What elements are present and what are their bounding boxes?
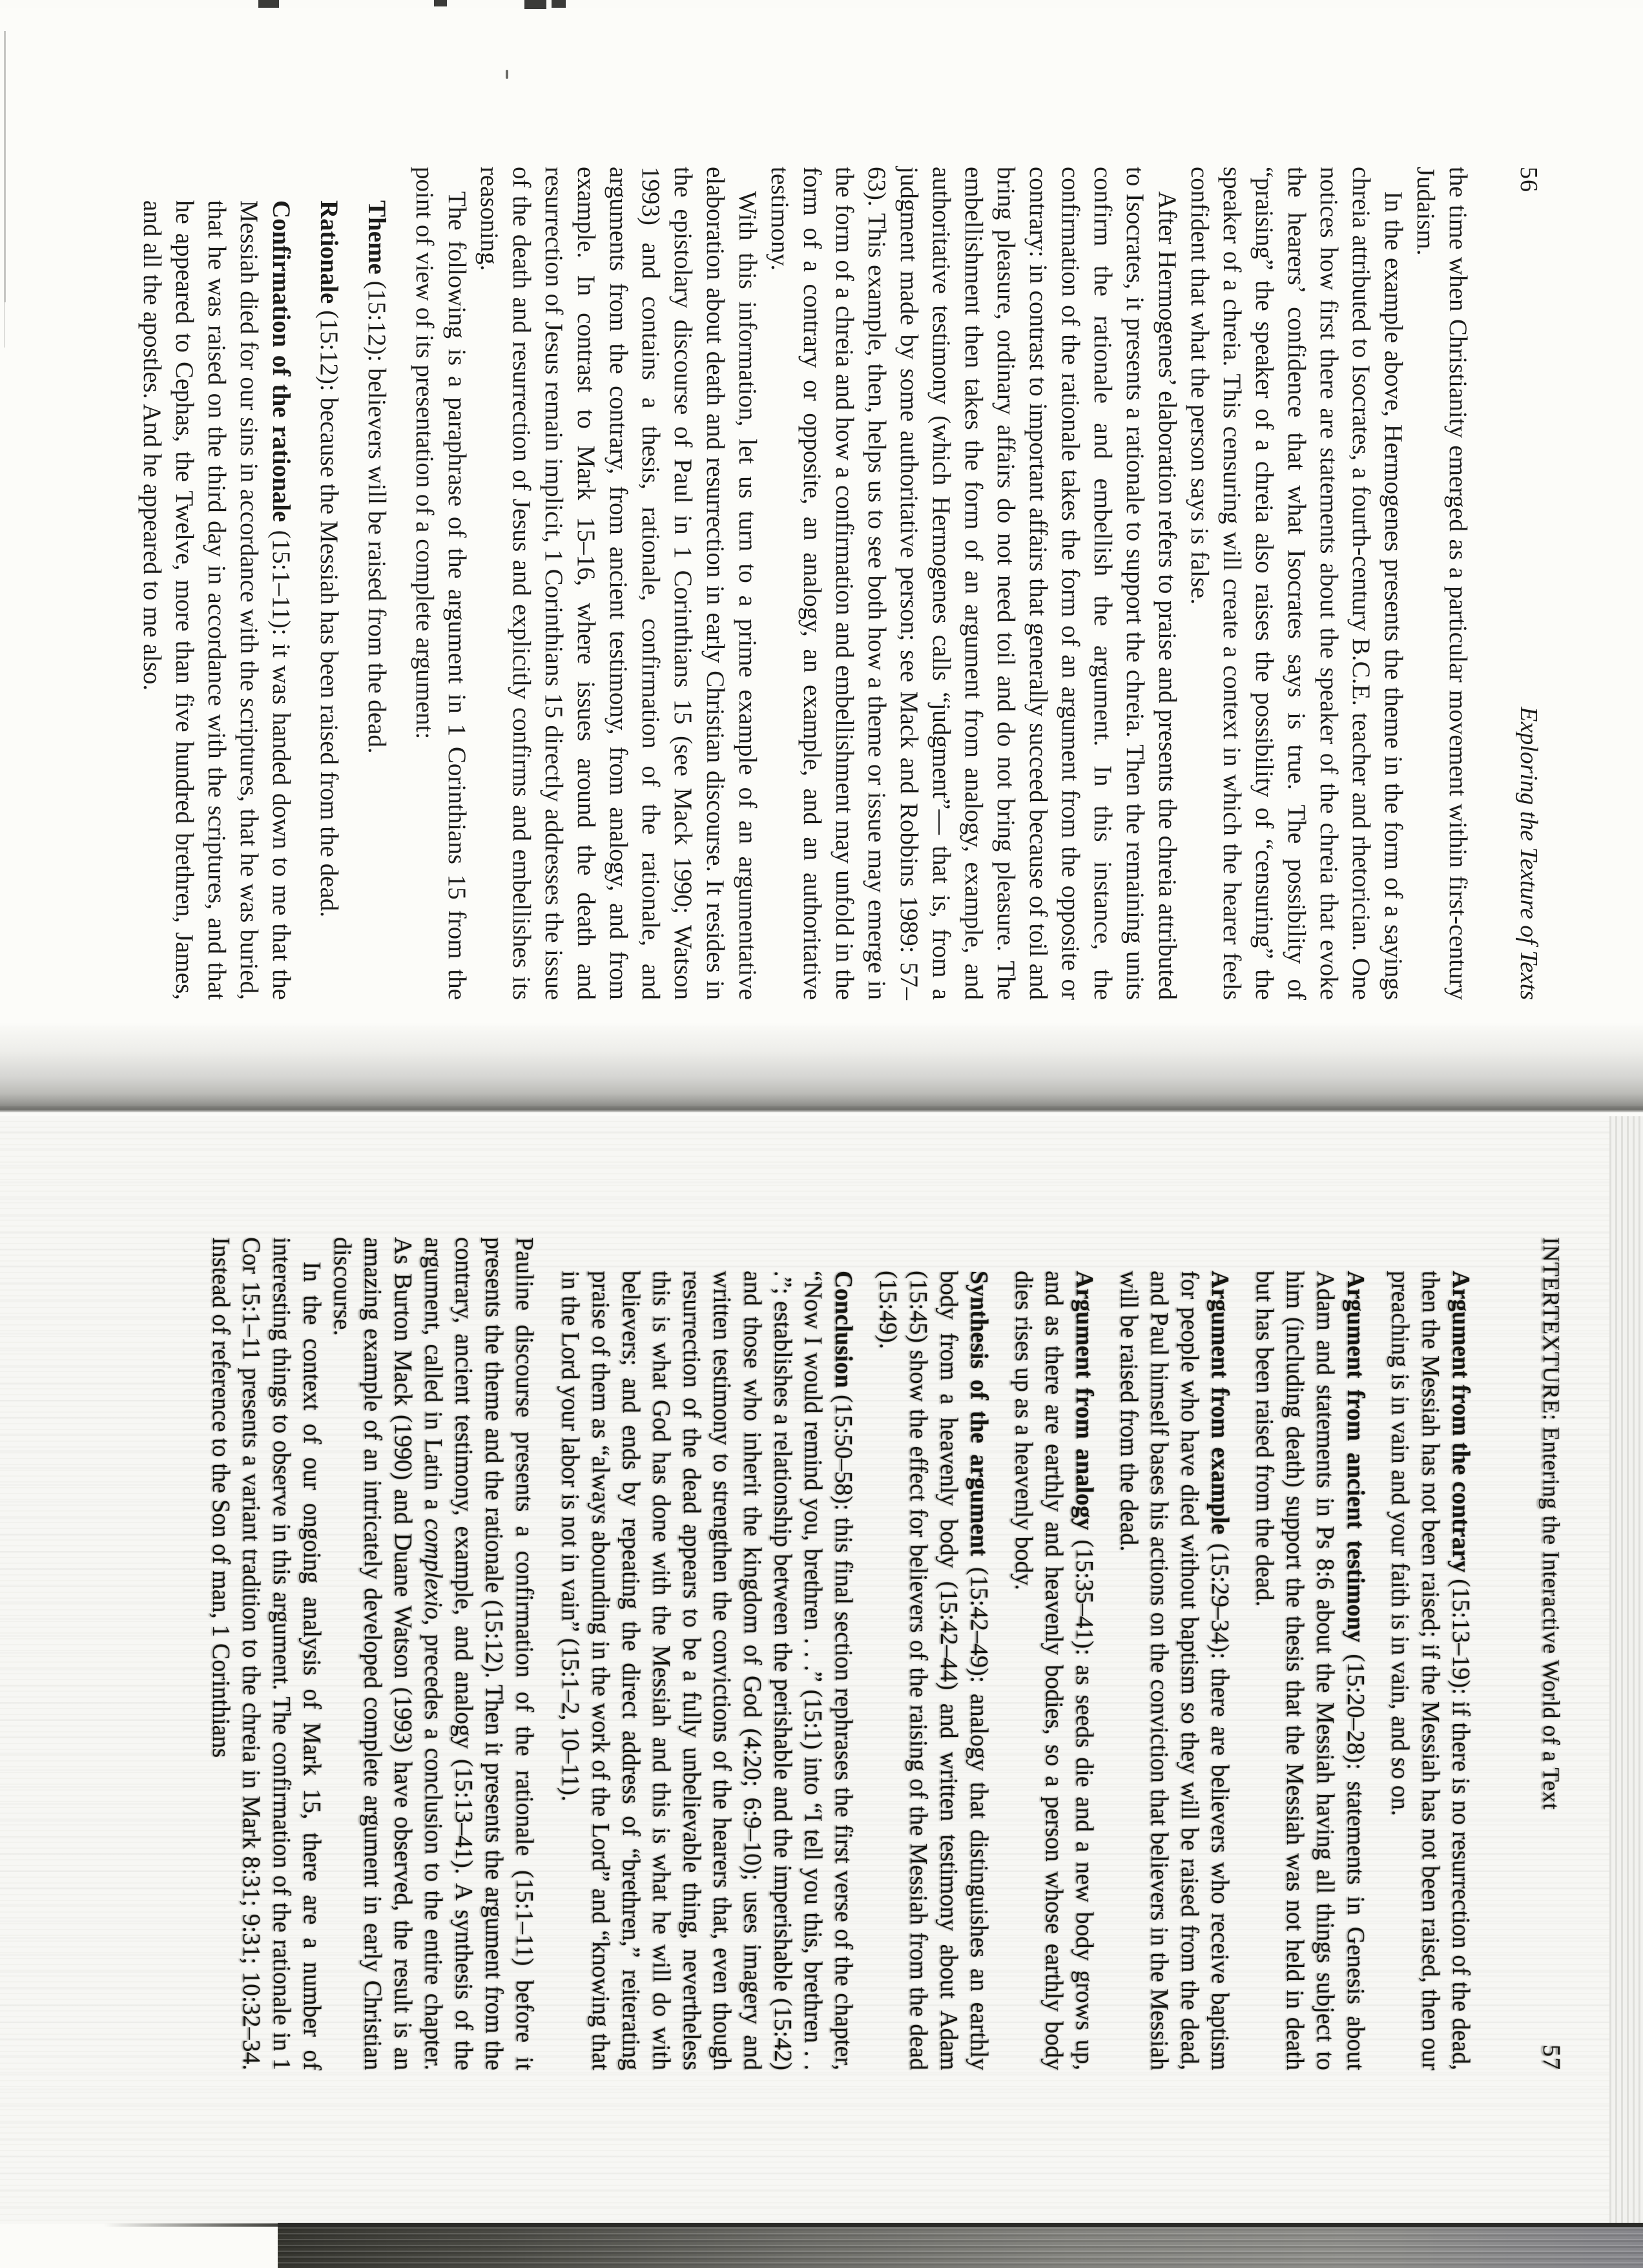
item-text: (15:1–11): it was handed down to me that the Messiah died for our sins in accordance with the scriptures, that he was buried, that he was raised on the third day in accordance with the scriptures, and that he appeared to Cephas, the Twelve, more than five hundred brethren, James, and all the apostles. And he appeared to me also. (138, 200, 295, 1000)
page-number: 56 (1515, 167, 1542, 192)
item-lead: Confirmation of the rationale (267, 200, 295, 523)
item-lead: Argument from example (1206, 1271, 1234, 1535)
paragraph: the time when Christianity emerged as a particular movement within first-century Judaism. (1412, 167, 1472, 1000)
argument-item-theme (360, 200, 393, 1000)
item-lead: Rationale (315, 200, 343, 304)
page-57-header (1536, 1237, 1566, 2070)
page-57-body (205, 1237, 1476, 2070)
latin-term: complexio (420, 1518, 447, 1619)
page-57-textblock (205, 1237, 1566, 2070)
page-57-content (0, 1113, 1643, 2263)
page-56-body (136, 167, 1474, 1000)
item-text: (15:29–34): there are believers who receive baptism for people who have died without baptism so they will be raised from the dead, and Paul himself bases his actions on the conviction that believers in the Messiah will be raised from the dead. (1115, 1271, 1234, 2070)
item-text: (15:12): because the Messiah has been raised from the dead. (315, 304, 343, 918)
paragraph: After Hermogenes’ elaboration refers to praise and presents the chreia attributed to Isocrates, it presents a rationale to support the chreia. Then the remaining units confirm the rationale and embellish the argument. In this instance, the confirmation of the rationale takes the form of an argument from the opposite or contrary: in contrast to important affairs that generally succeed because of toil and bring pleasure, ordinary affairs do not need toil and do not bring pleasure. The embellishment then takes the form of an argument from analogy, example, and authoritative testimony (which Hermogenes calls “judgment”— that is, from a judgment made by some authoritative person; see Mack and Robbins 1989: 57–63). This example, then, helps us to see both how a theme or issue may emerge in the form of a chreia and how a confirmation and embellishment may unfold in the form of a contrary or opposite, an analogy, an example, and an authoritative testimony. (766, 167, 1181, 1000)
page-56 (0, 13, 1615, 1111)
argument-item-synthesis (873, 1271, 994, 2070)
paragraph-text: , precedes a conclusion to the entire chapter. As Burton Mack (1990) and Duane Watson (1993) have observed, the result is an amazing example of an intricately developed complete argument in early Christian discourse. (329, 1237, 447, 2071)
paragraph: The following is a paraphrase of the argument in 1 Corinthians 15 from the point of view of its presentation of a complete argument: (411, 167, 471, 1000)
item-text: (15:20–28): statements in Genesis about Adam and statements in Ps 8:6 about the Messiah having all things subject to him (including death) support the thesis that the Messiah was not held in death but has been raised from the dead. (1251, 1271, 1369, 2070)
scan-binding-mark (258, 0, 279, 8)
item-text: (15:12): believers will be raised from the dead. (363, 274, 391, 754)
item-lead: Argument from analogy (1071, 1271, 1098, 1530)
page-57 (0, 1113, 1643, 2263)
argument-item-example (1113, 1271, 1235, 2070)
item-text: (15:35–41): as seeds die and a new body grows up, and as there are earthly and heavenly bodies, so a person whose earthly body dies rises up as a heavenly body. (1010, 1271, 1098, 2070)
running-head: INTERTEXTURE: Entering the Interactive World of a Text (1538, 1237, 1564, 1810)
page-56-content (0, 13, 1615, 1111)
scan-binding-mark (434, 0, 447, 6)
paragraph: In the example above, Hermogenes presents the theme in the form of a sayings chreia attributed to Isocrates, a fourth-century B.C.E. teacher and rhetorician. One notices how first there are statements about the speaker of the chreia that evoke the hearers’ confidence that what Isocrates says is true. The possibility of “praising” the speaker of a chreia also raises the possibility of “censuring” the speaker of a chreia. This censuring will create a context in which the hearer feels confident that what the person says is false. (1186, 167, 1407, 1000)
argument-item-rationale (313, 200, 345, 1000)
argument-item-contrary (1385, 1271, 1476, 2070)
running-head: Exploring the Texture of Texts (1515, 707, 1542, 1000)
scan-binding-mark (552, 0, 566, 8)
paragraph-text: Pauline discourse presents a confirmation of the rationale (15:1–11) before it presents the theme and the rationale (15:12). Then it presents the argument from the contrary, ancient testimony, example, and analogy (15:13–41). A synthesis of the argument, called in Latin a (420, 1237, 538, 2070)
item-lead: Theme (363, 200, 391, 275)
argument-item-confirmation (136, 200, 297, 1000)
paragraph: With this information, let us turn to a prime example of an argumentative elaboration about death and resurrection in early Christian discourse. It resides in the epistolary discourse of Paul in 1 Corinthians 15 (see Mack 1990; Watson 1993) and contains a thesis, rationale, confirmation of the rationale, and arguments from the contrary, from ancient testimony, from analogy, and from example. In contrast to Mark 15–16, where issues around the death and resurrection of Jesus remain implicit, 1 Corinthians 15 directly addresses the issue of the death and resurrection of Jesus and explicitly confirms and embellishes its reasoning. (475, 167, 761, 1000)
item-text: (15:50–58): this final section rephrases the first verse of the chapter, “Now I would remind you, brethren . . .” (15:1) into “I tell you this, brethren . . .”; establishes a relationship between the perishable and the imperishable (15:42) and those who inherit the kingdom of God (4:20; 6:9–10); uses imagery and written testimony to strengthen the convictions of the hearers that, even though resurrection of the dead appears to be a fully unbelievable thing, nevertheless this is what God has done with the Messiah and this is what he will do with believers; and ends by repeating the direct address of “brethren,” reiterating praise of them as “always abounding in the work of the Lord” and “knowing that in the Lord your labor is not in vain” (15:1–2, 10–11). (557, 1271, 857, 2070)
paragraph (327, 1237, 539, 2070)
scan-binding-mark (524, 0, 546, 9)
page-56-textblock (136, 167, 1544, 1000)
page-56-header (1514, 167, 1544, 1000)
item-text: (15:42–49): analogy that distinguishes an earthly body from a heavenly body (15:42–44) and written testimony about Adam (15:45) show the effect for believers of the raising of the Messiah from the dead (15:49). (874, 1271, 993, 2070)
item-lead: Conclusion (830, 1271, 857, 1388)
argument-item-conclusion (555, 1271, 858, 2070)
argument-item-analogy (1008, 1271, 1099, 2070)
item-lead: Argument from ancient testimony (1342, 1271, 1369, 1643)
item-lead: Synthesis of the argument (966, 1271, 993, 1557)
page-number: 57 (1538, 2044, 1565, 2070)
argument-item-ancient-testimony (1249, 1271, 1370, 2070)
item-text: (15:13–19): if there is no resurrection of the dead, then the Messiah has not been raised; if the Messiah has not been raised, then our preaching is in vain and your faith is in vain, and so on. (1387, 1271, 1474, 2071)
paragraph: In the context of our ongoing analysis of Mark 15, there are a number of interesting things to observe in this argument. The confirmation of the rationale in 1 Cor 15:1–11 presents a variant tradition to the chreia in Mark 8:31; 9:31; 10:32–34. Instead of reference to the Son of man, 1 Corinthians (207, 1237, 326, 2070)
item-lead: Argument from the contrary (1447, 1271, 1474, 1573)
